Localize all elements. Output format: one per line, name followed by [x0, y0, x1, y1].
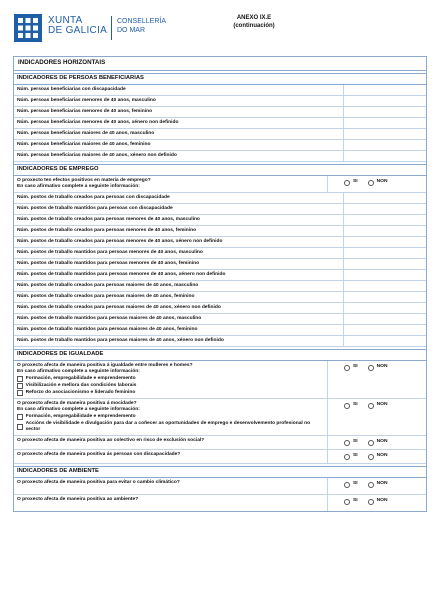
indicator-value-input[interactable] — [344, 140, 426, 150]
indicator-label: Núm. postos de traballo mantidos para persoas menores de 40 anos, xénero non definido — [14, 270, 344, 280]
yes-no-choice — [328, 478, 426, 494]
indicator-row — [14, 259, 426, 270]
indicator-row — [14, 129, 426, 140]
radio-no-label: NON — [376, 402, 388, 407]
radio-no-label: NON — [376, 498, 388, 503]
radio-yes-label: SI — [353, 402, 358, 407]
radio-no[interactable] — [368, 365, 374, 371]
section-title-beneficiarias: INDICADORES DE PERSOAS BENEFICIARIAS — [14, 73, 426, 85]
option-item[interactable] — [17, 414, 324, 420]
option-label: Reforzo do asociacionismo e liderado feminino — [25, 390, 136, 395]
indicator-value-input[interactable] — [344, 193, 426, 203]
question-row: O proxecto afecta de maneira positiva ao colectivo en risco de exclusión social? SI NON — [14, 436, 426, 450]
radio-no-label: NON — [376, 179, 388, 184]
indicator-value-input[interactable] — [344, 107, 426, 117]
section-title-emprego: INDICADORES DE EMPREGO — [14, 164, 426, 176]
yes-no-choice — [328, 176, 426, 192]
option-label: Visibilización e mellora das condicións laborais — [25, 383, 137, 388]
xunta-logo-icon — [14, 14, 42, 42]
radio-no[interactable] — [368, 440, 374, 446]
annex-title: ANEXO IX.E (continuación) — [233, 15, 275, 29]
indicator-label: Núm. persoas beneficiarias maiores de 40 anos, masculino — [14, 129, 344, 139]
checkbox[interactable] — [17, 414, 23, 420]
indicator-label: Núm. postos de traballo creados para persoas con discapacidade — [14, 193, 344, 203]
radio-no-label: NON — [376, 364, 388, 369]
indicator-label: Núm. persoas beneficiarias maiores de 40 anos, feminino — [14, 140, 344, 150]
indicator-label: Núm. persoas beneficiarias menores de 40 anos, masculino — [14, 96, 344, 106]
indicator-row — [14, 96, 426, 107]
indicator-value-input[interactable] — [344, 226, 426, 236]
form-document — [13, 56, 427, 512]
indicator-row — [14, 248, 426, 259]
radio-yes-label: SI — [353, 498, 358, 503]
yes-no-choice — [328, 399, 426, 435]
indicator-label: Núm. persoas beneficiarias maiores de 40 anos, xénero non definido — [14, 151, 344, 161]
indicator-row — [14, 107, 426, 118]
radio-yes-label: SI — [353, 481, 358, 486]
radio-no[interactable] — [368, 403, 374, 409]
indicator-label: Núm. postos de traballo mantidos para persoas maiores de 40 anos, masculino — [14, 314, 344, 324]
indicator-value-input[interactable] — [344, 248, 426, 258]
indicator-row — [14, 336, 426, 347]
indicator-label: Núm. postos de traballo mantidos para persoas con discapacidade — [14, 204, 344, 214]
indicator-label: Núm. postos de traballo creados para persoas maiores de 40 anos, masculino — [14, 281, 344, 291]
indicator-value-input[interactable] — [344, 237, 426, 247]
conselleria-name: CONSELLERÍA DO MAR — [117, 18, 167, 34]
indicator-value-input[interactable] — [344, 292, 426, 302]
question-row: O proxecto afecta de maneira positiva á mocidade? En caso afirmativo complete a seguinte información: Formación, empregabilidade e emprendemento Accións de visibilidade e divulgación para dar a coñecer as oportunidades de emprego e desenvolvemento profesional no sector SI NON — [14, 399, 426, 436]
indicator-value-input[interactable] — [344, 314, 426, 324]
indicator-value-input[interactable] — [344, 129, 426, 139]
question-row: O proxecto afecta de maneira positiva para evitar o cambio climático? SI NON — [14, 478, 426, 495]
indicator-label: Núm. postos de traballo creados para persoas menores de 40 anos, xénero non definido — [14, 237, 344, 247]
indicator-row — [14, 85, 426, 96]
brand-separator — [111, 16, 112, 40]
radio-no[interactable] — [368, 454, 374, 460]
option-item[interactable] — [17, 390, 324, 396]
indicator-row — [14, 325, 426, 336]
indicator-label: Núm. postos de traballo mantidos para persoas menores de 40 anos, masculino — [14, 248, 344, 258]
radio-yes[interactable] — [344, 454, 350, 460]
option-item[interactable] — [17, 383, 324, 389]
indicator-row — [14, 140, 426, 151]
indicator-row — [14, 303, 426, 314]
section-title-ambiente: INDICADORES DE AMBIENTE — [14, 466, 426, 478]
checkbox[interactable] — [17, 383, 23, 389]
checkbox[interactable] — [17, 424, 23, 430]
radio-yes[interactable] — [344, 482, 350, 488]
radio-yes[interactable] — [344, 440, 350, 446]
radio-no[interactable] — [368, 499, 374, 505]
indicator-value-input[interactable] — [344, 270, 426, 280]
option-item[interactable] — [17, 376, 324, 382]
radio-no-label: NON — [376, 453, 388, 458]
radio-yes[interactable] — [344, 403, 350, 409]
indicator-value-input[interactable] — [344, 325, 426, 335]
option-label: Formación, empregabilidade e emprendemento — [25, 376, 136, 381]
indicator-row — [14, 118, 426, 129]
indicator-row — [14, 226, 426, 237]
indicator-label: Núm. persoas beneficiarias con discapacidade — [14, 85, 344, 95]
indicator-value-input[interactable] — [344, 96, 426, 106]
radio-no-label: NON — [376, 481, 388, 486]
indicator-row — [14, 215, 426, 226]
indicator-row — [14, 193, 426, 204]
indicator-row — [14, 204, 426, 215]
indicator-label: Núm. postos de traballo mantidos para persoas maiores de 40 anos, feminino — [14, 325, 344, 335]
indicator-value-input[interactable] — [344, 85, 426, 95]
indicator-row — [14, 151, 426, 162]
radio-yes[interactable] — [344, 499, 350, 505]
indicator-value-input[interactable] — [344, 281, 426, 291]
radio-no[interactable] — [368, 180, 374, 186]
indicator-label: Núm. postos de traballo creados para persoas maiores de 40 anos, feminino — [14, 292, 344, 302]
radio-yes[interactable] — [344, 365, 350, 371]
radio-yes-label: SI — [353, 179, 358, 184]
radio-yes-label: SI — [353, 453, 358, 458]
brand-name: XUNTA DE GALICIA — [48, 15, 108, 36]
indicator-label: Núm. persoas beneficiarias menores de 40 anos, feminino — [14, 107, 344, 117]
radio-yes-label: SI — [353, 439, 358, 444]
option-label: Accións de visibilidade e divulgación para dar a coñecer as oportunidades de emprego e desenvolvemento profesional no sector — [25, 421, 311, 432]
checkbox[interactable] — [17, 376, 23, 382]
indicator-value-input[interactable] — [344, 151, 426, 161]
radio-yes[interactable] — [344, 180, 350, 186]
question-row: O proxecto afecta de maneira positiva á igualdade entre mulleres e homes? En caso afirmativo complete a seguinte información: Formación, empregabilidade e emprendemento Visibilización e mellora das condicións laborais Reforzo do asociacionismo e liderado feminino SI NON — [14, 361, 426, 399]
section-title-igualdade: INDICADORES DE IGUALDADE — [14, 349, 426, 361]
indicator-value-input[interactable] — [344, 303, 426, 313]
question-row: O proxecto afecta de maneira positiva ao ambiente? SI NON — [14, 495, 426, 511]
yes-no-choice — [328, 495, 426, 511]
indicator-row — [14, 237, 426, 248]
page-header — [14, 12, 424, 48]
indicator-label: Núm. postos de traballo mantidos para persoas maiores de 40 anos, xénero non definido — [14, 336, 344, 346]
indicator-label: Núm. postos de traballo creados para persoas menores de 40 anos, feminino — [14, 226, 344, 236]
indicator-row — [14, 292, 426, 303]
indicator-row — [14, 281, 426, 292]
indicator-label: Núm. postos de traballo creados para persoas menores de 40 anos, masculino — [14, 215, 344, 225]
indicator-value-input[interactable] — [344, 336, 426, 346]
radio-no-label: NON — [376, 439, 388, 444]
indicator-label: Núm. persoas beneficiarias menores de 40 anos, xénero non definido — [14, 118, 344, 128]
indicator-value-input[interactable] — [344, 118, 426, 128]
option-label: Formación, empregabilidade e emprendemento — [25, 414, 136, 419]
indicator-row — [14, 314, 426, 325]
yes-no-choice — [328, 361, 426, 398]
indicator-label: Núm. postos de traballo creados para persoas maiores de 40 anos, xénero non definido — [14, 303, 344, 313]
indicator-value-input[interactable] — [344, 204, 426, 214]
question-row: O proxecto afecta de maneira positiva ás persoas con discapacidade? SI NON — [14, 450, 426, 464]
indicator-label: Núm. postos de traballo mantidos para persoas menores de 40 anos, feminino — [14, 259, 344, 269]
option-item[interactable] — [17, 421, 324, 433]
radio-no[interactable] — [368, 482, 374, 488]
question-row: O proxecto ten efectos positivos en materia de emprego? En caso afirmativo complete a seguinte información: SI NON — [14, 176, 426, 193]
indicator-value-input[interactable] — [344, 259, 426, 269]
indicator-row — [14, 270, 426, 281]
indicator-value-input[interactable] — [344, 215, 426, 225]
document-title: INDICADORES HORIZONTAIS — [14, 57, 426, 71]
radio-yes-label: SI — [353, 364, 358, 369]
yes-no-choice — [328, 436, 426, 449]
yes-no-choice — [328, 450, 426, 463]
checkbox[interactable] — [17, 390, 23, 396]
